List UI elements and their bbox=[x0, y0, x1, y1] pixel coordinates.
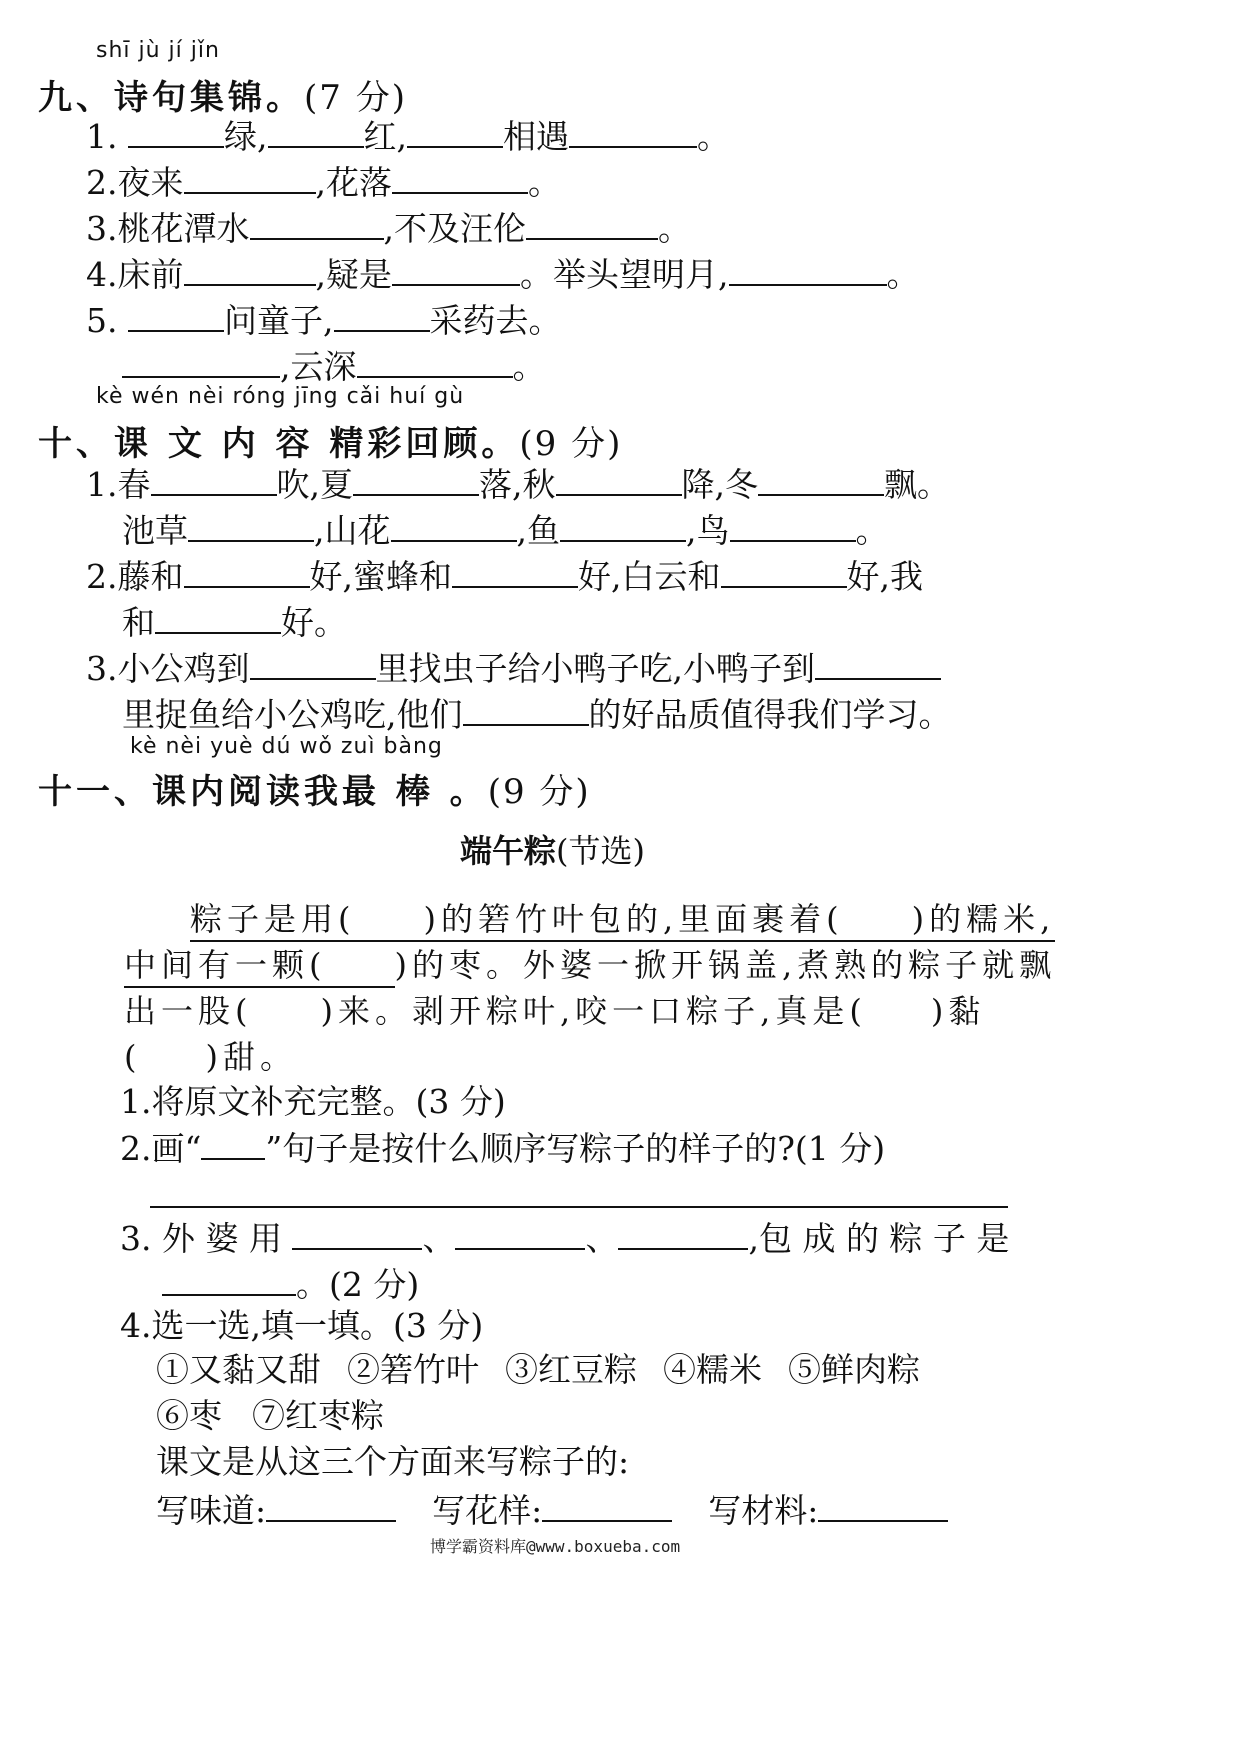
q-number: 4. bbox=[86, 255, 118, 294]
text: )的枣。外婆一掀开锅盖,煮熟的粽子就飘 bbox=[394, 946, 1057, 984]
sec9-q5 bbox=[86, 296, 562, 343]
answer-blank[interactable] bbox=[818, 1486, 948, 1522]
text: 桃花潭水 bbox=[117, 209, 250, 248]
article-title bbox=[460, 826, 645, 872]
answer-blank[interactable] bbox=[721, 552, 847, 588]
q-number: 2. bbox=[86, 557, 118, 596]
text: 降,冬 bbox=[681, 465, 758, 504]
answer-blank[interactable] bbox=[463, 690, 589, 726]
text: 好,蜜蜂和 bbox=[309, 557, 452, 596]
answer-blank[interactable] bbox=[122, 342, 280, 378]
sec9-score: (7 分) bbox=[304, 78, 407, 118]
option: ③红豆粽 bbox=[505, 1350, 637, 1389]
sec10-q1 bbox=[86, 460, 950, 507]
sec11-q1: 1.将原文补充完整。(3 分) bbox=[120, 1082, 506, 1121]
text: 红, bbox=[363, 117, 407, 156]
text: 好,我 bbox=[846, 557, 923, 596]
text: ,云深 bbox=[280, 347, 357, 386]
options-row-1 bbox=[156, 1348, 920, 1392]
sec10-q3-line2 bbox=[122, 690, 952, 737]
answer-blank[interactable] bbox=[392, 250, 520, 286]
text: )的箬竹叶包的,里面裹着( bbox=[423, 900, 844, 938]
sec10-heading bbox=[38, 416, 622, 465]
article-title-text: 端午粽 bbox=[460, 832, 557, 870]
answer-blank[interactable] bbox=[250, 204, 384, 240]
sec9-q1 bbox=[86, 112, 730, 159]
sec11-q4: 4.选一选,填一填。(3 分) bbox=[120, 1306, 484, 1345]
answer-blank[interactable] bbox=[556, 460, 682, 496]
answer-blank[interactable] bbox=[729, 250, 887, 286]
text: 。 bbox=[528, 163, 561, 202]
answer-blank[interactable] bbox=[407, 112, 503, 148]
sec11-score: (9 分) bbox=[487, 772, 591, 812]
answer-blank[interactable] bbox=[188, 506, 314, 542]
text: 。举头望明月, bbox=[520, 255, 729, 294]
answer-blank[interactable] bbox=[455, 1214, 585, 1250]
text: 里找虫子给小鸭子吃,小鸭子到 bbox=[375, 649, 815, 688]
text: 好,白云和 bbox=[578, 557, 721, 596]
q-number: 3. bbox=[86, 209, 118, 248]
option: ⑤鲜肉粽 bbox=[788, 1350, 920, 1389]
sec11-pinyin: kè nèi yuè dú wǒ zuì bàng bbox=[130, 734, 443, 759]
options-row-2 bbox=[156, 1394, 384, 1438]
text: 绿, bbox=[224, 117, 268, 156]
text: 3. 外 婆 用 bbox=[120, 1219, 282, 1258]
answer-blank[interactable] bbox=[353, 460, 479, 496]
sec9-q3 bbox=[86, 204, 691, 251]
answer-blank[interactable] bbox=[357, 342, 513, 378]
q-number: 5. bbox=[86, 301, 118, 340]
text: 2.画“ bbox=[120, 1129, 202, 1168]
sec10-score: (9 分) bbox=[519, 424, 623, 464]
answer-blank[interactable] bbox=[268, 112, 364, 148]
sec9-pinyin: shī jù jí jǐn bbox=[96, 38, 220, 63]
underlined-sentence bbox=[124, 946, 395, 988]
text: 池草 bbox=[122, 511, 188, 550]
sec11-title: 十一、课内阅读我最 棒 。 bbox=[38, 772, 488, 812]
text: 写材料: bbox=[708, 1491, 819, 1530]
answer-blank[interactable] bbox=[758, 460, 884, 496]
answer-blank[interactable] bbox=[266, 1486, 396, 1522]
option: ①又黏又甜 bbox=[156, 1350, 321, 1389]
text: 飘。 bbox=[884, 465, 950, 504]
text: 。(2 分) bbox=[296, 1265, 420, 1304]
sec10-pinyin: kè wén nèi róng jīng cǎi huí gù bbox=[96, 384, 465, 409]
option: ④糯米 bbox=[663, 1350, 762, 1389]
text: ,山花 bbox=[314, 511, 391, 550]
text: ,花落 bbox=[315, 163, 392, 202]
answer-line[interactable] bbox=[150, 1206, 1008, 1208]
q-number: 2. bbox=[86, 163, 118, 202]
text: 好。 bbox=[281, 603, 347, 642]
answer-blank[interactable] bbox=[184, 158, 316, 194]
answer-blank[interactable] bbox=[162, 1260, 296, 1296]
text: 的好品质值得我们学习。 bbox=[588, 695, 952, 734]
text: 写花样: bbox=[432, 1491, 543, 1530]
underline-sample bbox=[201, 1124, 265, 1160]
text: ”句子是按什么顺序写粽子的样子的?(1 分) bbox=[265, 1129, 886, 1168]
sec11-q3 bbox=[120, 1214, 1009, 1261]
answer-blank[interactable] bbox=[184, 250, 316, 286]
text: 、 bbox=[422, 1219, 456, 1258]
sec10-q3 bbox=[86, 644, 941, 691]
q-number: 3. bbox=[86, 649, 118, 688]
answer-blank[interactable] bbox=[815, 644, 941, 680]
answer-blank[interactable] bbox=[730, 506, 856, 542]
text: 吹,夏 bbox=[276, 465, 353, 504]
passage-line-1 bbox=[190, 896, 1055, 942]
option: ②箬竹叶 bbox=[347, 1350, 479, 1389]
text: 采药去。 bbox=[429, 301, 562, 340]
answer-blank[interactable] bbox=[560, 506, 686, 542]
text: 问童子, bbox=[224, 301, 334, 340]
option: ⑦红枣粽 bbox=[252, 1396, 384, 1435]
text: ,包 成 的 粽 子 是 bbox=[748, 1219, 1010, 1258]
text: 、 bbox=[585, 1219, 619, 1258]
answer-blank[interactable] bbox=[452, 552, 578, 588]
sec11-prompt: 课文是从这三个方面来写粽子的: bbox=[156, 1442, 630, 1481]
text: 小公鸡到 bbox=[117, 649, 250, 688]
text: 。 bbox=[855, 511, 889, 550]
sec9-title: 九、诗句集锦。 bbox=[38, 78, 304, 118]
text: )的糯米, bbox=[911, 900, 1056, 938]
text: ( bbox=[124, 1038, 142, 1076]
answer-blank[interactable] bbox=[128, 296, 224, 332]
text: 。 bbox=[512, 347, 546, 386]
text: 落,秋 bbox=[479, 465, 556, 504]
answer-blank[interactable] bbox=[569, 112, 697, 148]
text: 写味道: bbox=[156, 1491, 267, 1530]
passage-line-3 bbox=[124, 988, 985, 1034]
text: 中间有一颗( bbox=[124, 946, 327, 984]
sec11-q3-line2 bbox=[162, 1260, 419, 1307]
text: 和 bbox=[122, 603, 155, 642]
sec9-q2 bbox=[86, 158, 561, 205]
sec11-q2 bbox=[120, 1124, 885, 1171]
answer-blank[interactable] bbox=[392, 158, 528, 194]
text: 相遇 bbox=[503, 117, 569, 156]
answer-blank[interactable] bbox=[151, 460, 277, 496]
answer-blank[interactable] bbox=[526, 204, 658, 240]
sec10-q1-line2 bbox=[122, 506, 889, 553]
passage-line-2 bbox=[124, 942, 1056, 988]
text: 。 bbox=[886, 255, 920, 294]
text: )甜。 bbox=[205, 1038, 297, 1076]
answer-blank[interactable] bbox=[155, 598, 281, 634]
article-subtitle: (节选) bbox=[556, 832, 645, 870]
text: 春 bbox=[117, 465, 151, 504]
answer-blank[interactable] bbox=[334, 296, 430, 332]
sec9-q4 bbox=[86, 250, 920, 297]
text: 藤和 bbox=[117, 557, 184, 596]
text: 床前 bbox=[117, 255, 184, 294]
text: 。 bbox=[697, 117, 730, 156]
text: 里捉鱼给小公鸡吃,他们 bbox=[122, 695, 463, 734]
text: ,不及汪伦 bbox=[383, 209, 526, 248]
q-number: 1. bbox=[86, 117, 118, 156]
answer-blank[interactable] bbox=[542, 1486, 672, 1522]
write-row bbox=[156, 1486, 948, 1533]
answer-blank[interactable] bbox=[618, 1214, 748, 1250]
text: 夜来 bbox=[117, 163, 184, 202]
text: 出一股( bbox=[124, 992, 253, 1030]
answer-blank[interactable] bbox=[391, 506, 517, 542]
text: ,鱼 bbox=[516, 511, 560, 550]
underlined-sentence bbox=[190, 900, 1055, 942]
option: ⑥枣 bbox=[156, 1396, 222, 1435]
sec11-heading bbox=[38, 764, 591, 813]
text: ,鸟 bbox=[686, 511, 730, 550]
sec10-q2 bbox=[86, 552, 923, 599]
q-number: 1. bbox=[86, 465, 118, 504]
answer-blank[interactable] bbox=[128, 112, 224, 148]
footer-watermark: 博学霸资料库@www.boxueba.com bbox=[430, 1537, 681, 1556]
passage-line-4 bbox=[124, 1034, 297, 1080]
sec10-q2-line2 bbox=[122, 598, 347, 645]
sec10-title: 十、课 文 内 容 精彩回顾。 bbox=[38, 424, 520, 464]
text: )来。剥开粽叶,咬一口粽子,真是( bbox=[320, 992, 867, 1030]
answer-blank[interactable] bbox=[250, 644, 376, 680]
text: 粽子是用( bbox=[190, 900, 356, 938]
text: )黏 bbox=[930, 992, 986, 1030]
text: ,疑是 bbox=[315, 255, 392, 294]
answer-blank[interactable] bbox=[292, 1214, 422, 1250]
text: 。 bbox=[658, 209, 691, 248]
answer-blank[interactable] bbox=[184, 552, 310, 588]
sec9-q5-line2 bbox=[122, 342, 546, 389]
